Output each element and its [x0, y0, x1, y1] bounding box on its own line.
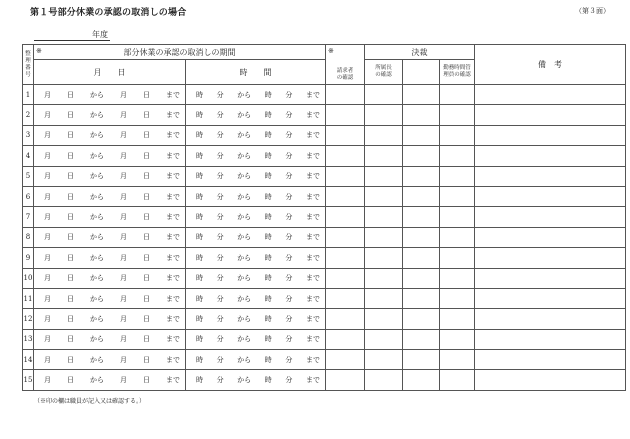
dept-head-check-cell[interactable]	[365, 309, 403, 329]
time-manager-check-cell[interactable]	[440, 248, 475, 268]
table-row	[23, 370, 626, 390]
time-range-cell[interactable]: 時 分 から 時 分 まで	[186, 166, 326, 186]
table-row	[23, 146, 626, 166]
table-row	[23, 329, 626, 349]
time-manager-check-cell[interactable]	[440, 370, 475, 390]
page-number: （第３面）	[575, 7, 610, 15]
row-number: 6	[23, 186, 34, 206]
time-manager-check-cell[interactable]	[440, 166, 475, 186]
requester-check-cell[interactable]	[326, 146, 365, 166]
date-range-cell[interactable]: 月 日 から 月 日 まで	[34, 105, 186, 125]
time-manager-check-cell[interactable]	[440, 207, 475, 227]
time-range-cell[interactable]: 時 分 から 時 分 まで	[186, 370, 326, 390]
remarks-cell[interactable]	[475, 125, 626, 145]
time-range-cell[interactable]: 時 分 から 時 分 まで	[186, 329, 326, 349]
remarks-cell[interactable]	[475, 370, 626, 390]
date-range-cell[interactable]: 月 日 から 月 日 まで	[34, 125, 186, 145]
period-header: ※ 部分休業の承認の取消しの期間	[34, 45, 326, 60]
row-number: 13	[23, 329, 34, 349]
time-header: 時 間	[186, 60, 326, 85]
decision-blank-cell[interactable]	[403, 125, 440, 145]
time-manager-check-cell[interactable]	[440, 227, 475, 247]
requester-check-cell[interactable]	[326, 186, 365, 206]
decision-blank-cell[interactable]	[403, 186, 440, 206]
date-range-cell[interactable]: 月 日 から 月 日 まで	[34, 146, 186, 166]
table-body	[23, 85, 626, 391]
time-manager-check-cell[interactable]	[440, 288, 475, 308]
table-row	[23, 309, 626, 329]
row-number: 3	[23, 125, 34, 145]
time-range-cell[interactable]: 時 分 から 時 分 まで	[186, 227, 326, 247]
table-row	[23, 268, 626, 288]
time-manager-check-header: 勤務時間管 理員の確認	[440, 60, 475, 85]
time-range-cell[interactable]: 時 分 から 時 分 まで	[186, 186, 326, 206]
date-header: 月 日	[34, 60, 186, 85]
row-number: 15	[23, 370, 34, 390]
decision-blank-cell[interactable]	[403, 248, 440, 268]
time-manager-check-cell[interactable]	[440, 350, 475, 370]
decision-blank-cell[interactable]	[403, 166, 440, 186]
row-number: 9	[23, 248, 34, 268]
date-range-cell[interactable]: 月 日 から 月 日 まで	[34, 207, 186, 227]
row-number: 2	[23, 105, 34, 125]
dept-head-check-cell[interactable]	[365, 85, 403, 105]
time-range-cell[interactable]: 時 分 から 時 分 まで	[186, 207, 326, 227]
row-number: 7	[23, 207, 34, 227]
remarks-cell[interactable]	[475, 105, 626, 125]
requester-mark: ※	[328, 47, 334, 55]
date-range-cell[interactable]: 月 日 から 月 日 まで	[34, 309, 186, 329]
time-manager-check-cell[interactable]	[440, 309, 475, 329]
requester-check-cell[interactable]	[326, 125, 365, 145]
date-range-cell[interactable]: 月 日 から 月 日 まで	[34, 288, 186, 308]
remarks-cell[interactable]	[475, 227, 626, 247]
remarks-cell[interactable]	[475, 146, 626, 166]
date-range-cell[interactable]: 月 日 から 月 日 まで	[34, 350, 186, 370]
time-manager-check-cell[interactable]	[440, 85, 475, 105]
time-range-cell[interactable]: 時 分 から 時 分 まで	[186, 125, 326, 145]
decision-header: 決裁	[365, 45, 475, 60]
time-range-cell[interactable]: 時 分 から 時 分 まで	[186, 309, 326, 329]
time-range-cell[interactable]: 時 分 から 時 分 まで	[186, 350, 326, 370]
row-number: 5	[23, 166, 34, 186]
dept-head-check-cell[interactable]	[365, 248, 403, 268]
year-label: 年度	[92, 30, 108, 39]
time-range-cell[interactable]: 時 分 から 時 分 まで	[186, 288, 326, 308]
time-manager-check-cell[interactable]	[440, 105, 475, 125]
requester-check-cell[interactable]	[326, 370, 365, 390]
date-range-cell[interactable]: 月 日 から 月 日 まで	[34, 329, 186, 349]
row-number: 8	[23, 227, 34, 247]
form-title: 第１号部分休業の承認の取消しの場合	[30, 8, 187, 18]
requester-check-cell[interactable]	[326, 105, 365, 125]
requester-check-cell[interactable]	[326, 166, 365, 186]
table-row	[23, 248, 626, 268]
row-number: 1	[23, 85, 34, 105]
dept-head-check-cell[interactable]	[365, 288, 403, 308]
remarks-cell[interactable]	[475, 309, 626, 329]
table-row	[23, 207, 626, 227]
requester-check-header: ※ 請求者 の確認	[326, 45, 365, 85]
table-row	[23, 125, 626, 145]
requester-check-cell[interactable]	[326, 207, 365, 227]
decision-blank-cell[interactable]	[403, 105, 440, 125]
decision-blank-cell[interactable]	[403, 146, 440, 166]
requester-check-cell[interactable]	[326, 329, 365, 349]
remarks-cell[interactable]	[475, 329, 626, 349]
dept-head-check-cell[interactable]	[365, 146, 403, 166]
remarks-cell[interactable]	[475, 207, 626, 227]
decision-blank-cell[interactable]	[403, 329, 440, 349]
date-range-cell[interactable]: 月 日 から 月 日 まで	[34, 166, 186, 186]
remarks-cell[interactable]	[475, 248, 626, 268]
requester-check-cell[interactable]	[326, 248, 365, 268]
row-number: 11	[23, 288, 34, 308]
decision-blank-cell[interactable]	[403, 268, 440, 288]
table-row	[23, 227, 626, 247]
date-range-cell[interactable]: 月 日 から 月 日 まで	[34, 85, 186, 105]
requester-check-cell[interactable]	[326, 309, 365, 329]
decision-empty-cell	[403, 60, 440, 85]
time-manager-check-cell[interactable]	[440, 268, 475, 288]
requester-check-cell[interactable]	[326, 350, 365, 370]
date-range-cell[interactable]: 月 日 から 月 日 まで	[34, 227, 186, 247]
time-range-cell[interactable]: 時 分 から 時 分 まで	[186, 268, 326, 288]
table-row	[23, 350, 626, 370]
row-number: 12	[23, 309, 34, 329]
date-range-cell[interactable]: 月 日 から 月 日 まで	[34, 370, 186, 390]
time-range-cell[interactable]: 時 分 から 時 分 まで	[186, 85, 326, 105]
table-row	[23, 186, 626, 206]
requester-check-cell[interactable]	[326, 85, 365, 105]
requester-check-cell[interactable]	[326, 288, 365, 308]
table-row	[23, 85, 626, 105]
date-range-cell[interactable]: 月 日 から 月 日 まで	[34, 268, 186, 288]
decision-blank-cell[interactable]	[403, 227, 440, 247]
time-manager-check-cell[interactable]	[440, 186, 475, 206]
dept-head-check-header: 所属長 の確認	[365, 60, 403, 85]
table-row	[23, 166, 626, 186]
applicant-mark: ※	[36, 47, 42, 55]
time-range-cell[interactable]: 時 分 から 時 分 まで	[186, 146, 326, 166]
date-range-cell[interactable]: 月 日 から 月 日 まで	[34, 248, 186, 268]
remarks-cell[interactable]	[475, 288, 626, 308]
decision-blank-cell[interactable]	[403, 288, 440, 308]
table-row	[23, 288, 626, 308]
dept-head-check-cell[interactable]	[365, 125, 403, 145]
time-range-cell[interactable]: 時 分 から 時 分 まで	[186, 248, 326, 268]
dept-head-check-cell[interactable]	[365, 329, 403, 349]
row-number: 14	[23, 350, 34, 370]
decision-blank-cell[interactable]	[403, 370, 440, 390]
dept-head-check-cell[interactable]	[365, 370, 403, 390]
footer-note: （※印の欄は職員が記入又は確認する。）	[34, 398, 146, 405]
cancellation-table	[22, 44, 626, 391]
requester-check-cell[interactable]	[326, 268, 365, 288]
time-manager-check-cell[interactable]	[440, 146, 475, 166]
decision-blank-cell[interactable]	[403, 309, 440, 329]
remarks-cell[interactable]	[475, 350, 626, 370]
dept-head-check-cell[interactable]	[365, 166, 403, 186]
time-manager-check-cell[interactable]	[440, 329, 475, 349]
row-number: 4	[23, 146, 34, 166]
decision-blank-cell[interactable]	[403, 207, 440, 227]
requester-check-cell[interactable]	[326, 227, 365, 247]
dept-head-check-cell[interactable]	[365, 268, 403, 288]
table-row	[23, 105, 626, 125]
remarks-cell[interactable]	[475, 268, 626, 288]
remarks-cell[interactable]	[475, 85, 626, 105]
date-range-cell[interactable]: 月 日 から 月 日 まで	[34, 186, 186, 206]
seq-number-header: 整 理 番 号	[23, 45, 34, 85]
decision-blank-cell[interactable]	[403, 350, 440, 370]
row-number: 10	[23, 268, 34, 288]
dept-head-check-cell[interactable]	[365, 207, 403, 227]
remarks-cell[interactable]	[475, 166, 626, 186]
dept-head-check-cell[interactable]	[365, 350, 403, 370]
time-range-cell[interactable]: 時 分 から 時 分 まで	[186, 105, 326, 125]
dept-head-check-cell[interactable]	[365, 186, 403, 206]
remarks-cell[interactable]	[475, 186, 626, 206]
dept-head-check-cell[interactable]	[365, 105, 403, 125]
remarks-header: 備 考	[475, 45, 626, 85]
time-manager-check-cell[interactable]	[440, 125, 475, 145]
decision-blank-cell[interactable]	[403, 85, 440, 105]
dept-head-check-cell[interactable]	[365, 227, 403, 247]
